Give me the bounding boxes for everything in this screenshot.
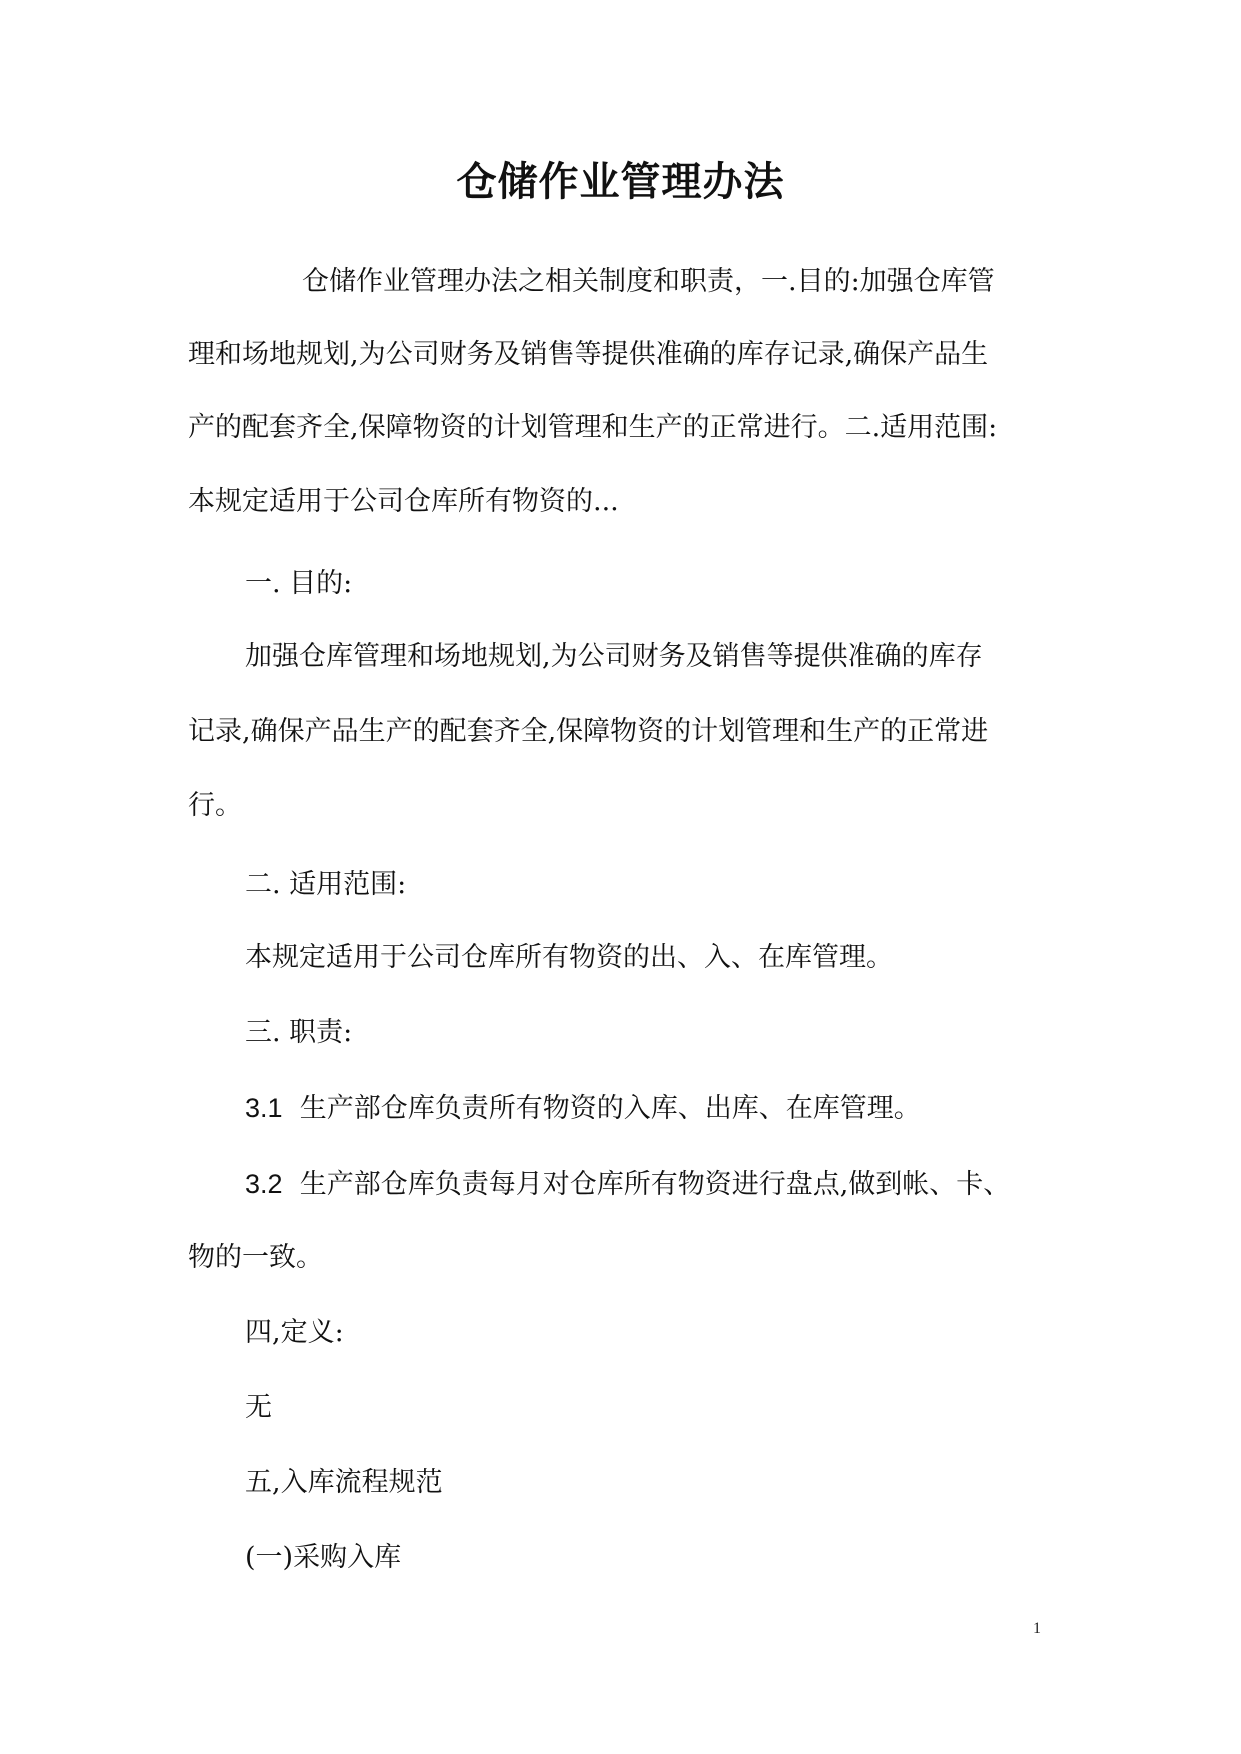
page-number: 1: [1033, 1620, 1041, 1637]
section-4-body: 无: [245, 1392, 272, 1423]
item-text: 生产部仓库负责所有物资的入库、出库、在库管理。: [299, 1093, 921, 1124]
section-3-item-1: [245, 1088, 921, 1129]
intro-line-4: 本规定适用于公司仓库所有物资的...: [188, 486, 619, 517]
intro-line-1: 仓储作业管理办法之相关制度和职责，一.目的:加强仓库管: [302, 266, 995, 297]
section-4-heading: 四,定义:: [245, 1317, 344, 1348]
item-number: 3.1: [245, 1093, 283, 1123]
section-3-item-2: [245, 1164, 1010, 1205]
section-2-body: 本规定适用于公司仓库所有物资的出、入、在库管理。: [245, 942, 893, 973]
section-1-body-line-3: 行。: [188, 790, 242, 821]
section-5-heading: 五,入库流程规范: [245, 1467, 443, 1498]
section-1-heading: 一. 目的:: [245, 568, 353, 599]
section-2-heading: 二. 适用范围:: [245, 869, 407, 900]
section-5-subheading: (一)采购入库: [245, 1542, 402, 1573]
section-3-item-2-continuation: 物的一致。: [188, 1242, 323, 1273]
item-number: 3.2: [245, 1169, 283, 1199]
item-text: 生产部仓库负责每月对仓库所有物资进行盘点,做到帐、卡、: [299, 1169, 1011, 1200]
section-1-body-line-2: 记录,确保产品生产的配套齐全,保障物资的计划管理和生产的正常进: [188, 716, 989, 747]
intro-line-3: 产的配套齐全,保障物资的计划管理和生产的正常进行。二.适用范围:: [188, 412, 998, 443]
document-title: 仓储作业管理办法: [456, 159, 785, 205]
intro-line-2: 理和场地规划,为公司财务及销售等提供准确的库存记录,确保产品生: [188, 339, 989, 370]
section-3-heading: 三. 职责:: [245, 1017, 353, 1048]
section-1-body-line-1: 加强仓库管理和场地规划,为公司财务及销售等提供准确的库存: [245, 641, 983, 672]
